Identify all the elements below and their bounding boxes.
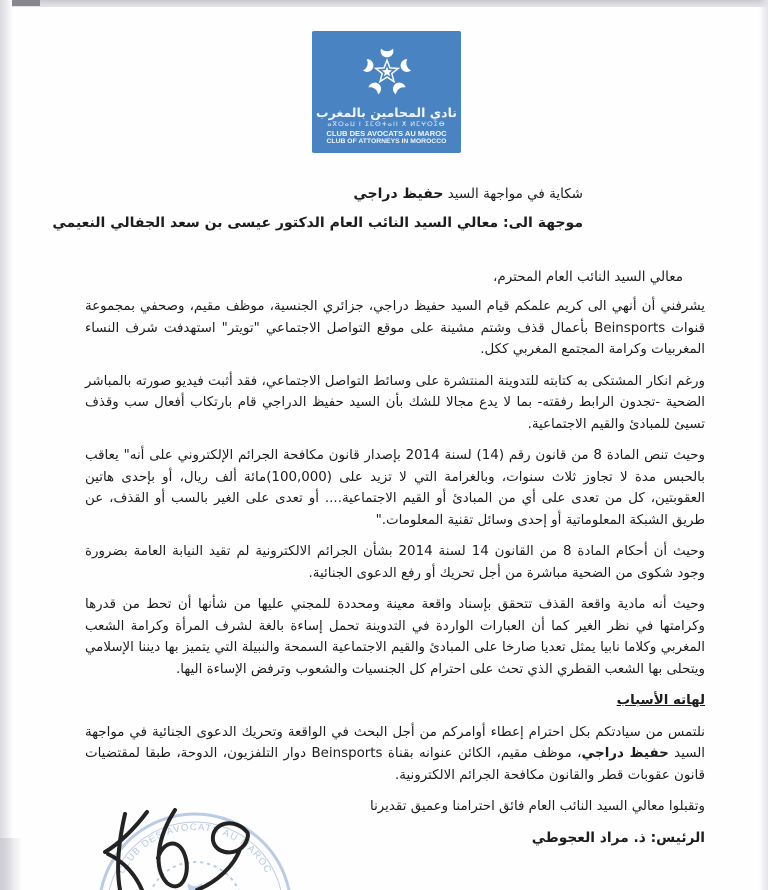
- logo-name-french: CLUB DES AVOCATS AU MAROC: [326, 129, 447, 138]
- stamp-latin-text: CLUB DES AVOCATS AU MAROC: [116, 821, 274, 876]
- salutation: معالي السيد النائب العام المحترم،: [493, 269, 683, 285]
- paragraph-article8: وحيث تنص المادة 8 من قانون رقم (14) لسنة 2014 بإصدار قانون مكافحة الجرائم الإلكتروني على أنه" يعاقب بالحبس مدة لا تجاوز ثلاث سنوات، وبالغرامة التي لا تزيد على (100,000)مائة ألف ريال، أو بإحدى هاتين العقوبتين، كل من تعدى على أي من المبادئ أو القيم الاجتماعية.... أو تعدى على الغير بالسب أو القذف، عن طريق الشبكة المعلوماتية أو إحدى وسائل تقنية المعلومات.": [85, 448, 705, 528]
- scan-edge-left: [0, 0, 12, 890]
- scan-edge-bottom-left: [0, 838, 22, 890]
- scan-edge-top: [0, 0, 768, 7]
- letter-body: [85, 296, 705, 859]
- president-line: الرئيس: ذ. مراد العجوطي: [531, 829, 705, 846]
- subject-accused-name: حفيظ دراجي: [353, 186, 444, 202]
- logo-name-tifinagh: ⴰⴳⵔⴰⵡ ⵏ ⵉⵎⵙⵜⴰⵏⵏ ⵅ ⵍⵎⵖⵔⵉⴱ: [327, 120, 446, 128]
- paragraph-denial: ورغم انكار المشتكى به كتابته للتدوينة المنتشرة على وسائط التواصل الاجتماعي، فقد أثبت فيديو صورته بالمباشر الضحية -تجدون الرابط رفقته- بما لا يدع مجالا للشك بأن السيد حفيظ الدراجي قام بارتكاب أفعال سب وقذف تسيئ للمبادئ والقيم الاجتماعية.: [85, 373, 705, 432]
- subject-prefix: شكاية في مواجهة السيد: [443, 186, 583, 202]
- paragraph-intro: يشرفني أن أنهي الى كريم علمكم قيام السيد حفيظ دراجي، جزائري الجنسية، موظف مقيم، وصحفي بمجموعة قنوات Beinsports بأعمال قذف وشتم مشينة على موقع التواصل الاجتماعي "تويتر" استهدفت شرف النساء المغربيات وكرامة المجتمع المغربي ككل.: [85, 299, 705, 357]
- club-logo: [312, 31, 461, 153]
- subject-line: [353, 186, 583, 202]
- paragraph-request: [85, 722, 705, 787]
- reasons-heading: لهاته الأسباب: [616, 693, 705, 708]
- closing-line: وتقبلوا معالي السيد النائب العام فائق احترامنا وعميق تقديرنا: [369, 799, 705, 814]
- paragraph-defamation: وحيث أنه مادية واقعة القذف تتحقق بإسناد واقعة معينة ومحددة للمجني عليها من شأنها أن تحط من قدرها وكرامتها في نظر الغير كما أن العبارات الواردة في التدوينة تحمل إساءة بالغة لشرف المرأة وكرامة الشعب المغربي وكلاما نابيا يمثل تعديا صارخا على المبادئ والقيم الاجتماعية السمحة والنبيلة التي يتميز بها ديننا الإسلامي ويتحلى بها الشعب القطري الذي تحث على احترام كل الجنسيات والشعوب وترفض الإساءة اليها.: [85, 597, 705, 677]
- addressee-line: موجهة الى: معالي السيد النائب العام الدكتور عيسى بن سعد الجفالي النعيمي: [52, 215, 583, 231]
- request-part2: ، موظف مقيم، الكائن عنوانه بقناة Beinsports دوار التلفزيون، الدوحة، طبقا لمقتضيات قانون عقوبات قطر والقانون مكافحة الجرائم الالكترونية.: [85, 746, 705, 783]
- logo-name-english: CLUB OF ATTORNEYS IN MOROCCO: [326, 138, 447, 145]
- logo-name-arabic: نادي المحامين بالمغرب: [316, 105, 457, 120]
- request-part1: نلتمس من سيادتكم بكل احترام إعطاء أوامركم من أجل البحث في الواقعة وتحريك الدعوى الجنائية في مواجهة السيد: [85, 724, 705, 761]
- paragraph-prosecution: وحيث أن أحكام المادة 8 من القانون 14 لسنة 2014 بشأن الجرائم الالكترونية لم تقيد النيابة العامة بضرورة وجود شكوى من الضحية مباشرة من أجل تحريك أو رفع الدعوى الجنائية.: [85, 544, 705, 581]
- request-accused-name: حفيظ دراجي: [581, 746, 669, 761]
- crescent-star-icon: [356, 40, 418, 104]
- scan-edge-right: [759, 0, 768, 890]
- signature: [95, 800, 275, 890]
